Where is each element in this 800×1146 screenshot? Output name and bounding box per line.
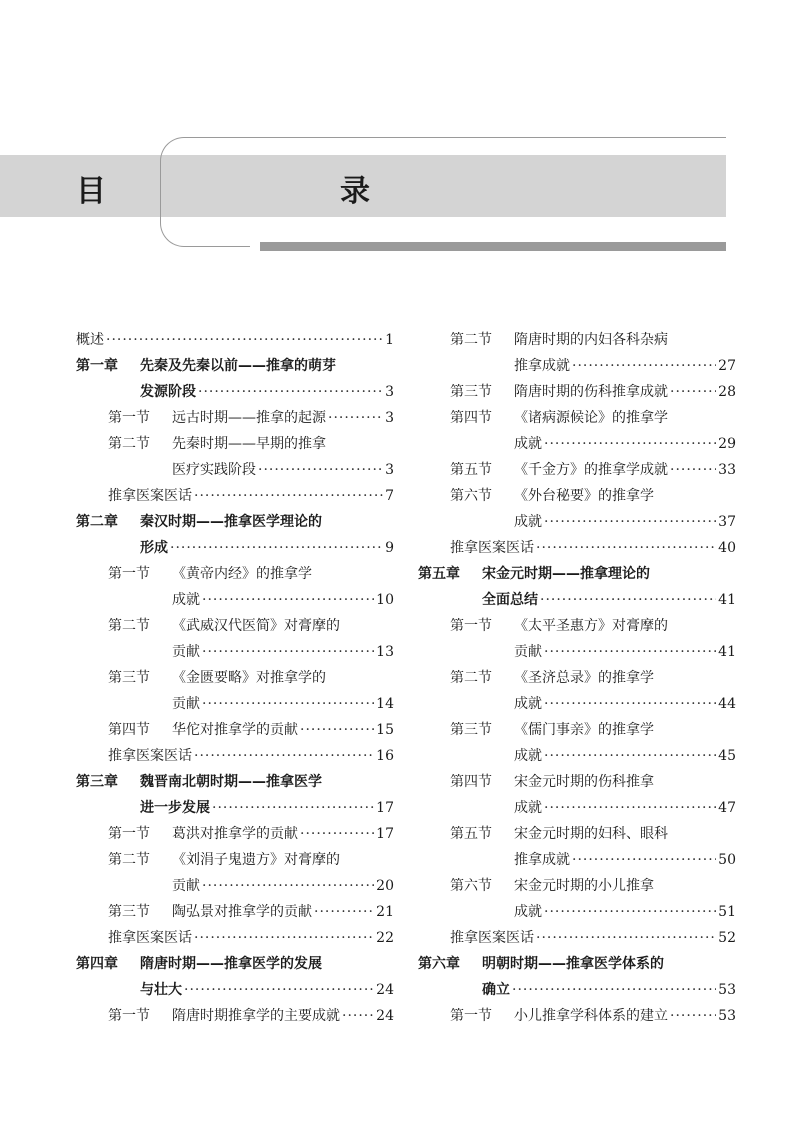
toc-entry — [418, 587, 736, 613]
toc-leader-dots — [202, 873, 374, 899]
toc-entry-number: 第一章 — [76, 358, 118, 374]
toc-leader-dots — [670, 457, 716, 483]
toc-entry-page: 44 — [718, 696, 736, 712]
toc-entry — [418, 977, 736, 1003]
toc-entry — [76, 457, 394, 483]
toc-entry-number: 第四章 — [76, 956, 118, 972]
toc-entry — [418, 847, 736, 873]
toc-entry-number: 第四节 — [108, 722, 150, 738]
toc-leader-dots — [258, 457, 383, 483]
toc-entry — [76, 327, 394, 353]
toc-entry — [76, 535, 394, 561]
toc-entry — [418, 431, 736, 457]
toc-entry — [418, 535, 736, 561]
toc-entry-title: 隋唐时期的伤科推拿成就 — [514, 384, 668, 400]
toc-entry — [76, 769, 394, 795]
toc-entry — [418, 873, 736, 899]
toc-entry — [76, 977, 394, 1003]
toc-entry — [418, 353, 736, 379]
toc-entry-title: 先秦及先秦以前——推拿的萌芽 — [140, 358, 336, 374]
toc-entry — [418, 327, 736, 353]
toc-entry — [418, 951, 736, 977]
toc-entry-title: 隋唐时期的内妇各科杂病 — [514, 332, 668, 348]
toc-entry — [418, 639, 736, 665]
toc-entry-title: 宋金元时期的伤科推拿 — [514, 774, 654, 790]
toc-leader-dots — [536, 535, 716, 561]
toc-entry — [418, 379, 736, 405]
toc-entry-page: 3 — [385, 462, 394, 478]
toc-entry-title: 与壮大 — [140, 982, 182, 998]
toc-entry-number: 第二节 — [450, 670, 492, 686]
toc-entry-page: 13 — [376, 644, 394, 660]
toc-entry — [418, 899, 736, 925]
toc-entry-page: 50 — [718, 852, 736, 868]
toc-entry — [76, 561, 394, 587]
toc-entry-number: 第五章 — [418, 566, 460, 582]
toc-entry-title: 《金匮要略》对推拿学的 — [172, 670, 326, 686]
toc-leader-dots — [300, 717, 374, 743]
toc-entry — [418, 613, 736, 639]
toc-entry — [418, 717, 736, 743]
toc-entry — [76, 431, 394, 457]
toc-entry-number: 第六节 — [450, 878, 492, 894]
toc-entry-title: 《刘涓子鬼遗方》对膏摩的 — [172, 852, 340, 868]
toc-entry-page: 9 — [385, 540, 394, 556]
toc-entry-page: 7 — [385, 488, 394, 504]
toc-entry-number: 第一节 — [108, 1008, 150, 1024]
toc-entry-page: 10 — [376, 592, 394, 608]
toc-entry-page: 24 — [376, 982, 394, 998]
toc-entry — [418, 1003, 736, 1029]
toc-entry-title: 先秦时期——早期的推拿 — [172, 436, 326, 452]
toc-entry — [418, 743, 736, 769]
toc-entry-page: 53 — [718, 982, 736, 998]
toc-entry-title: 推拿医案医话 — [108, 748, 192, 764]
toc-column-right — [418, 327, 736, 1029]
toc-entry-number: 第一节 — [450, 618, 492, 634]
toc-entry — [76, 509, 394, 535]
toc-entry-page: 3 — [385, 384, 394, 400]
toc-entry-number: 第三章 — [76, 774, 118, 790]
toc-entry-title: 贡献 — [172, 644, 200, 660]
toc-entry — [76, 691, 394, 717]
toc-entry-number: 第一节 — [108, 566, 150, 582]
toc-entry-title: 《太平圣惠方》对膏摩的 — [514, 618, 668, 634]
toc-entry-title: 推拿医案医话 — [450, 930, 534, 946]
toc-entry-title: 推拿成就 — [514, 358, 570, 374]
toc-entry-title: 发源阶段 — [140, 384, 196, 400]
toc-entry — [76, 379, 394, 405]
toc-entry-page: 3 — [385, 410, 394, 426]
toc-leader-dots — [184, 977, 374, 1003]
toc-entry-title: 宋金元时期的妇科、眼科 — [514, 826, 668, 842]
toc-entry-title: 贡献 — [172, 696, 200, 712]
toc-leader-dots — [544, 691, 716, 717]
toc-leader-dots — [194, 743, 374, 769]
toc-entry — [76, 665, 394, 691]
toc-entry-page: 29 — [718, 436, 736, 452]
toc-entry-title: 宋金元时期——推拿理论的 — [482, 566, 650, 582]
toc-leader-dots — [342, 1003, 374, 1029]
toc-leader-dots — [670, 1003, 716, 1029]
toc-entry-number: 第四节 — [450, 774, 492, 790]
toc-entry — [418, 769, 736, 795]
toc-entry-title: 《诸病源候论》的推拿学 — [514, 410, 668, 426]
toc-entry-title: 《儒门事亲》的推拿学 — [514, 722, 654, 738]
toc-entry-page: 15 — [376, 722, 394, 738]
toc-leader-dots — [544, 743, 716, 769]
toc-entry — [76, 951, 394, 977]
toc-entry — [76, 847, 394, 873]
toc-entry-title: 成就 — [514, 514, 542, 530]
toc-leader-dots — [328, 405, 383, 431]
toc-entry-title: 推拿医案医话 — [108, 930, 192, 946]
toc-entry-number: 第三节 — [450, 722, 492, 738]
toc-leader-dots — [536, 925, 716, 951]
toc-leader-dots — [202, 587, 374, 613]
toc-entry-title: 确立 — [482, 982, 510, 998]
toc-entry-title: 秦汉时期——推拿医学理论的 — [140, 514, 322, 530]
toc-entry-title: 医疗实践阶段 — [172, 462, 256, 478]
toc-entry-title: 形成 — [140, 540, 168, 556]
toc-leader-dots — [202, 691, 374, 717]
toc-entry-page: 33 — [718, 462, 736, 478]
toc-leader-dots — [194, 483, 383, 509]
toc-entry — [76, 743, 394, 769]
toc-entry-page: 27 — [718, 358, 736, 374]
toc-leader-dots — [544, 795, 716, 821]
toc-entry — [76, 717, 394, 743]
toc-entry-title: 进一步发展 — [140, 800, 210, 816]
toc-entry-title: 《圣济总录》的推拿学 — [514, 670, 654, 686]
toc-entry-number: 第二节 — [450, 332, 492, 348]
toc-entry-number: 第五节 — [450, 826, 492, 842]
toc-entry-title: 远古时期——推拿的起源 — [172, 410, 326, 426]
toc-entry-title: 《外台秘要》的推拿学 — [514, 488, 654, 504]
toc-entry-title: 成就 — [172, 592, 200, 608]
toc-entry-title: 《武威汉代医简》对膏摩的 — [172, 618, 340, 634]
toc-entry — [76, 587, 394, 613]
toc-leader-dots — [212, 795, 374, 821]
toc-leader-dots — [106, 327, 383, 353]
toc-entry — [76, 925, 394, 951]
toc-entry-number: 第一节 — [108, 826, 150, 842]
toc-entry — [76, 821, 394, 847]
toc-entry-page: 52 — [718, 930, 736, 946]
toc-entry-page: 1 — [385, 332, 394, 348]
toc-entry-title: 成就 — [514, 436, 542, 452]
toc-entry-title: 魏晋南北朝时期——推拿医学 — [140, 774, 322, 790]
toc-entry-title: 概述 — [76, 332, 104, 348]
toc-leader-dots — [544, 639, 716, 665]
toc-entry-page: 14 — [376, 696, 394, 712]
toc-entry-title: 华佗对推拿学的贡献 — [172, 722, 298, 738]
toc-leader-dots — [194, 925, 374, 951]
toc-entry-page: 41 — [718, 644, 736, 660]
toc-leader-dots — [512, 977, 716, 1003]
toc-entry — [76, 613, 394, 639]
toc-entry — [76, 405, 394, 431]
toc-entry-number: 第一节 — [108, 410, 150, 426]
toc-entry — [418, 821, 736, 847]
toc-entry-page: 22 — [376, 930, 394, 946]
header-bar-decoration — [260, 242, 726, 251]
toc-entry-page: 53 — [718, 1008, 736, 1024]
toc-leader-dots — [544, 899, 716, 925]
toc-entry-title: 推拿医案医话 — [450, 540, 534, 556]
toc-entry-page: 20 — [376, 878, 394, 894]
toc-leader-dots — [314, 899, 374, 925]
toc-entry — [418, 483, 736, 509]
toc-entry-number: 第二节 — [108, 436, 150, 452]
toc-entry-title: 隋唐时期——推拿医学的发展 — [140, 956, 322, 972]
toc-leader-dots — [540, 587, 716, 613]
toc-entry-number: 第三节 — [450, 384, 492, 400]
toc-entry-number: 第二节 — [108, 852, 150, 868]
toc-entry-page: 40 — [718, 540, 736, 556]
toc-entry-title: 明朝时期——推拿医学体系的 — [482, 956, 664, 972]
toc-entry-title: 全面总结 — [482, 592, 538, 608]
toc-entry — [418, 561, 736, 587]
toc-leader-dots — [544, 509, 716, 535]
toc-leader-dots — [544, 431, 716, 457]
toc-entry-title: 推拿成就 — [514, 852, 570, 868]
toc-entry-title: 小儿推拿学科体系的建立 — [514, 1008, 668, 1024]
toc-entry — [76, 1003, 394, 1029]
toc-entry-page: 41 — [718, 592, 736, 608]
toc-leader-dots — [300, 821, 374, 847]
toc-leader-dots — [198, 379, 383, 405]
toc-entry — [76, 873, 394, 899]
toc-entry-number: 第三节 — [108, 670, 150, 686]
toc-entry-title: 贡献 — [172, 878, 200, 894]
toc-leader-dots — [202, 639, 374, 665]
toc-entry — [76, 639, 394, 665]
toc-entry — [418, 457, 736, 483]
toc-entry-title: 隋唐时期推拿学的主要成就 — [172, 1008, 340, 1024]
toc-entry — [76, 795, 394, 821]
toc-entry-title: 《千金方》的推拿学成就 — [514, 462, 668, 478]
toc-entry-page: 47 — [718, 800, 736, 816]
toc-entry — [76, 899, 394, 925]
toc-entry-number: 第一节 — [450, 1008, 492, 1024]
toc-entry-number: 第二节 — [108, 618, 150, 634]
toc-entry-title: 成就 — [514, 904, 542, 920]
toc-entry-number: 第六章 — [418, 956, 460, 972]
toc-leader-dots — [670, 379, 716, 405]
toc-entry — [76, 353, 394, 379]
toc-entry — [418, 925, 736, 951]
toc-entry-title: 《黄帝内经》的推拿学 — [172, 566, 312, 582]
page-title: 目 录 — [76, 174, 428, 209]
toc-entry-page: 51 — [718, 904, 736, 920]
toc-entry-number: 第三节 — [108, 904, 150, 920]
toc-leader-dots — [170, 535, 383, 561]
toc-entry-page: 28 — [718, 384, 736, 400]
toc-entry-page: 17 — [376, 800, 394, 816]
toc-entry-number: 第六节 — [450, 488, 492, 504]
toc-entry-page: 37 — [718, 514, 736, 530]
toc-entry-number: 第五节 — [450, 462, 492, 478]
toc-column-left — [76, 327, 394, 1029]
toc-entry-number: 第四节 — [450, 410, 492, 426]
toc-entry-number: 第二章 — [76, 514, 118, 530]
toc-entry-title: 葛洪对推拿学的贡献 — [172, 826, 298, 842]
toc-entry — [418, 691, 736, 717]
toc-entry-page: 45 — [718, 748, 736, 764]
toc-entry-page: 17 — [376, 826, 394, 842]
toc-entry — [418, 509, 736, 535]
toc-entry-page: 16 — [376, 748, 394, 764]
toc-entry-title: 推拿医案医话 — [108, 488, 192, 504]
toc-leader-dots — [572, 353, 716, 379]
toc-entry — [418, 405, 736, 431]
toc-entry-page: 24 — [376, 1008, 394, 1024]
toc-entry-title: 陶弘景对推拿学的贡献 — [172, 904, 312, 920]
toc-entry-title: 成就 — [514, 748, 542, 764]
toc-leader-dots — [572, 847, 716, 873]
toc-entry-title: 成就 — [514, 696, 542, 712]
toc-entry — [418, 795, 736, 821]
toc-entry-title: 成就 — [514, 800, 542, 816]
toc-entry-page: 21 — [376, 904, 394, 920]
toc-entry — [418, 665, 736, 691]
toc-entry-title: 贡献 — [514, 644, 542, 660]
toc-entry-title: 宋金元时期的小儿推拿 — [514, 878, 654, 894]
toc-entry — [76, 483, 394, 509]
